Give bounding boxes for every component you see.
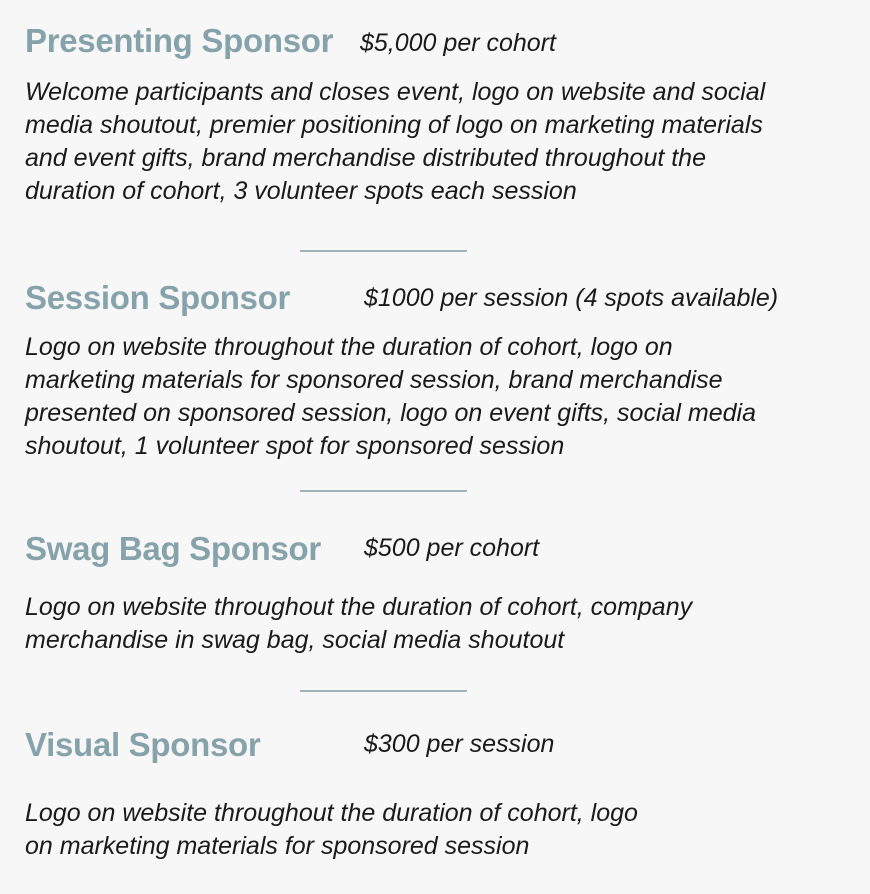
description-line: merchandise in swag bag, social media shoutout [25,626,565,654]
tier-description [25,76,865,208]
description-line: Logo on website throughout the duration of cohort, logo [25,799,638,827]
tier-title: Session Sponsor [25,279,291,316]
section-divider [300,690,467,692]
tier-title: Presenting Sponsor [25,22,334,59]
description-line: media shoutout, premier positioning of logo on marketing materials [25,111,763,139]
tier-description [25,797,865,863]
description-line: marketing materials for sponsored session, brand merchandise [25,366,723,394]
description-line: Welcome participants and closes event, logo on website and social [25,78,766,106]
description-line: on marketing materials for sponsored session [25,832,530,860]
section-divider [300,250,467,252]
tier-description [25,591,865,657]
description-line: Logo on website throughout the duration of cohort, company [25,593,693,621]
description-line: and event gifts, brand merchandise distributed throughout the [25,144,706,172]
tier-price: $300 per session [364,730,555,758]
tier-description [25,331,865,463]
tier-title: Visual Sponsor [25,726,261,763]
tier-price: $1000 per session (4 spots available) [364,284,779,312]
description-line: Logo on website throughout the duration of cohort, logo on [25,333,673,361]
section-divider [300,490,467,492]
description-line: shoutout, 1 volunteer spot for sponsored session [25,432,565,460]
description-line: duration of cohort, 3 volunteer spots each session [25,177,577,205]
tier-price: $500 per cohort [364,534,540,562]
description-line: presented on sponsored session, logo on event gifts, social media [25,399,757,427]
tier-title: Swag Bag Sponsor [25,530,321,567]
tier-price: $5,000 per cohort [360,29,556,57]
